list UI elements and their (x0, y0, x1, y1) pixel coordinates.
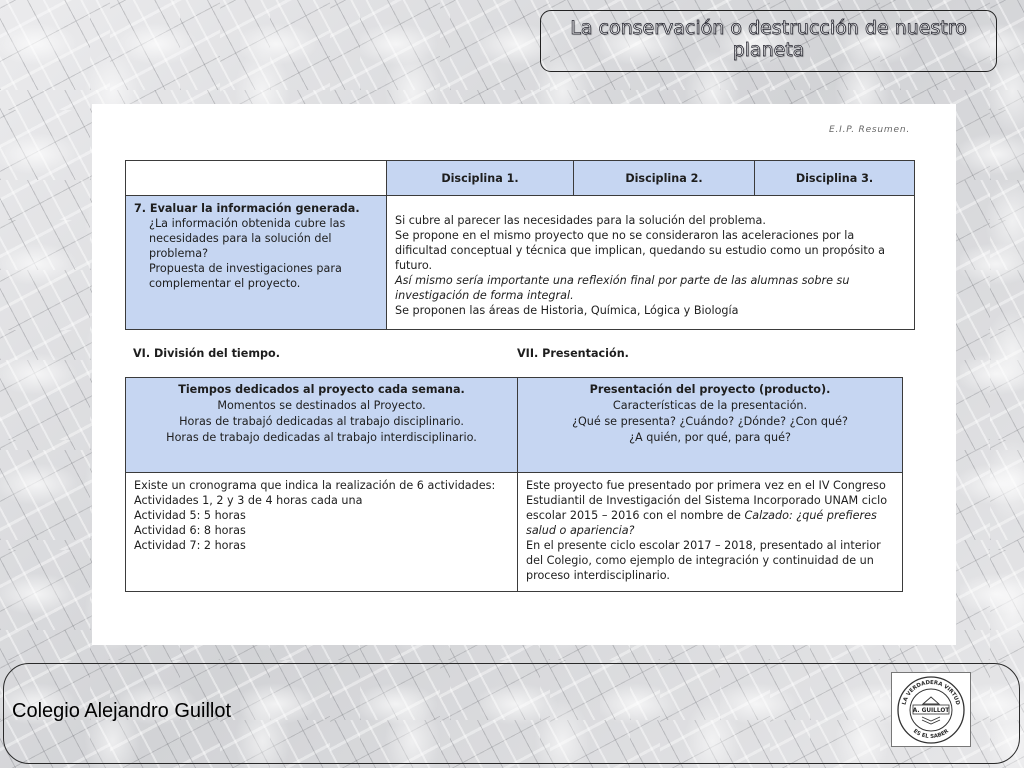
response-paragraph: Se proponen las áreas de Historia, Química, Lógica y Biología (395, 304, 739, 317)
criterion-item: ¿La información obtenida cubre las necesidades para la solución del problema? (149, 217, 346, 260)
presentation-header-title: Presentación del proyecto (producto). (589, 383, 831, 396)
presentation-header-item: ¿A quién, por qué, para qué? (629, 431, 791, 444)
presentation-body-cell (518, 473, 903, 592)
time-header-title: Tiempos dedicados al proyecto cada semana. (178, 383, 465, 396)
school-seal-icon (892, 673, 970, 746)
slide-title-box (540, 10, 997, 72)
time-header-cell (126, 378, 518, 473)
document-content (125, 160, 914, 592)
presentation-header-item: Características de la presentación. (612, 399, 808, 412)
criterion-cell (126, 196, 387, 330)
evaluation-table (125, 160, 915, 330)
school-logo (891, 672, 971, 747)
time-header-item: Momentos se destinados al Proyecto. (217, 399, 426, 412)
footer-bar (3, 663, 1020, 764)
evaluation-table-row (126, 196, 915, 330)
criterion-items (134, 216, 378, 291)
response-paragraph: Si cubre al parecer las necesidades para la solución del problema. (395, 214, 766, 227)
evaluation-table-blank-cell (126, 161, 387, 196)
criterion-item: Propuesta de investigaciones para complementar el proyecto. (149, 262, 342, 290)
response-paragraph: Así mismo sería importante una reflexión final por parte de las alumnas sobre su investigación de forma integral. (395, 274, 850, 302)
time-header-item: Horas de trabajó dedicadas al trabajo disciplinario. (179, 415, 464, 428)
seal-top-arc: LA VERDADERA VIRTUD (901, 679, 961, 706)
presentation-intro: Este proyecto fue presentado por primera vez en el IV Congreso Estudiantil de Investigación del Sistema Incorporado UNAM ciclo escolar 2015 – 2016 con el nombre de (526, 479, 888, 522)
seal-center-text: A. GUILLOT (912, 708, 950, 714)
time-body-cell (126, 473, 518, 592)
document-tag: E.I.P. Resumen. (828, 125, 910, 135)
response-paragraph: Se propone en el mismo proyecto que no se consideraron las aceleraciones por la dificultad conceptual y técnica que implican, quedando su estudio como un propósito a futuro. (395, 229, 886, 272)
time-presentation-body-row (126, 473, 903, 592)
seal-bottom-arc: ES EL SABER (912, 728, 950, 741)
section-headings (125, 347, 914, 363)
presentation-body-paragraph: En el presente ciclo escolar 2017 – 2018, presentado al interior del Colegio, como ejemplo de integración y continuidad de un proceso interdisciplinario. (526, 539, 881, 582)
discipline-3-header: Disciplina 3. (755, 161, 915, 196)
criterion-heading: 7. Evaluar la información generada. (134, 202, 360, 215)
presentation-body-paragraph (526, 478, 894, 538)
discipline-2-header: Disciplina 2. (574, 161, 755, 196)
time-presentation-table (125, 377, 903, 592)
section-heading-presentation: VII. Presentación. (517, 347, 629, 360)
document-page (92, 104, 956, 645)
presentation-header-cell (518, 378, 903, 473)
time-body-line: Actividades 1, 2 y 3 de 4 horas cada una (134, 494, 363, 507)
project-name: Calzado: ¿qué prefieres salud o apariencia? (526, 509, 877, 537)
time-header-item: Horas de trabajo dedicadas al trabajo interdisciplinario. (166, 431, 477, 444)
discipline-1-header: Disciplina 1. (387, 161, 574, 196)
time-body-line: Actividad 6: 8 horas (134, 524, 246, 537)
school-name: Colegio Alejandro Guillot (12, 700, 232, 722)
presentation-header-item: ¿Qué se presenta? ¿Cuándo? ¿Dónde? ¿Con qué? (572, 415, 848, 428)
time-body-line: Existe un cronograma que indica la realización de 6 actividades: (134, 479, 496, 492)
evaluation-table-header-row (126, 161, 915, 196)
section-heading-time: VI. División del tiempo. (133, 347, 280, 360)
time-body-line: Actividad 7: 2 horas (134, 539, 246, 552)
response-cell (387, 196, 915, 330)
time-body-line: Actividad 5: 5 horas (134, 509, 246, 522)
time-presentation-header-row (126, 378, 903, 473)
slide-title: La conservación o destrucción de nuestro planeta (570, 17, 967, 61)
